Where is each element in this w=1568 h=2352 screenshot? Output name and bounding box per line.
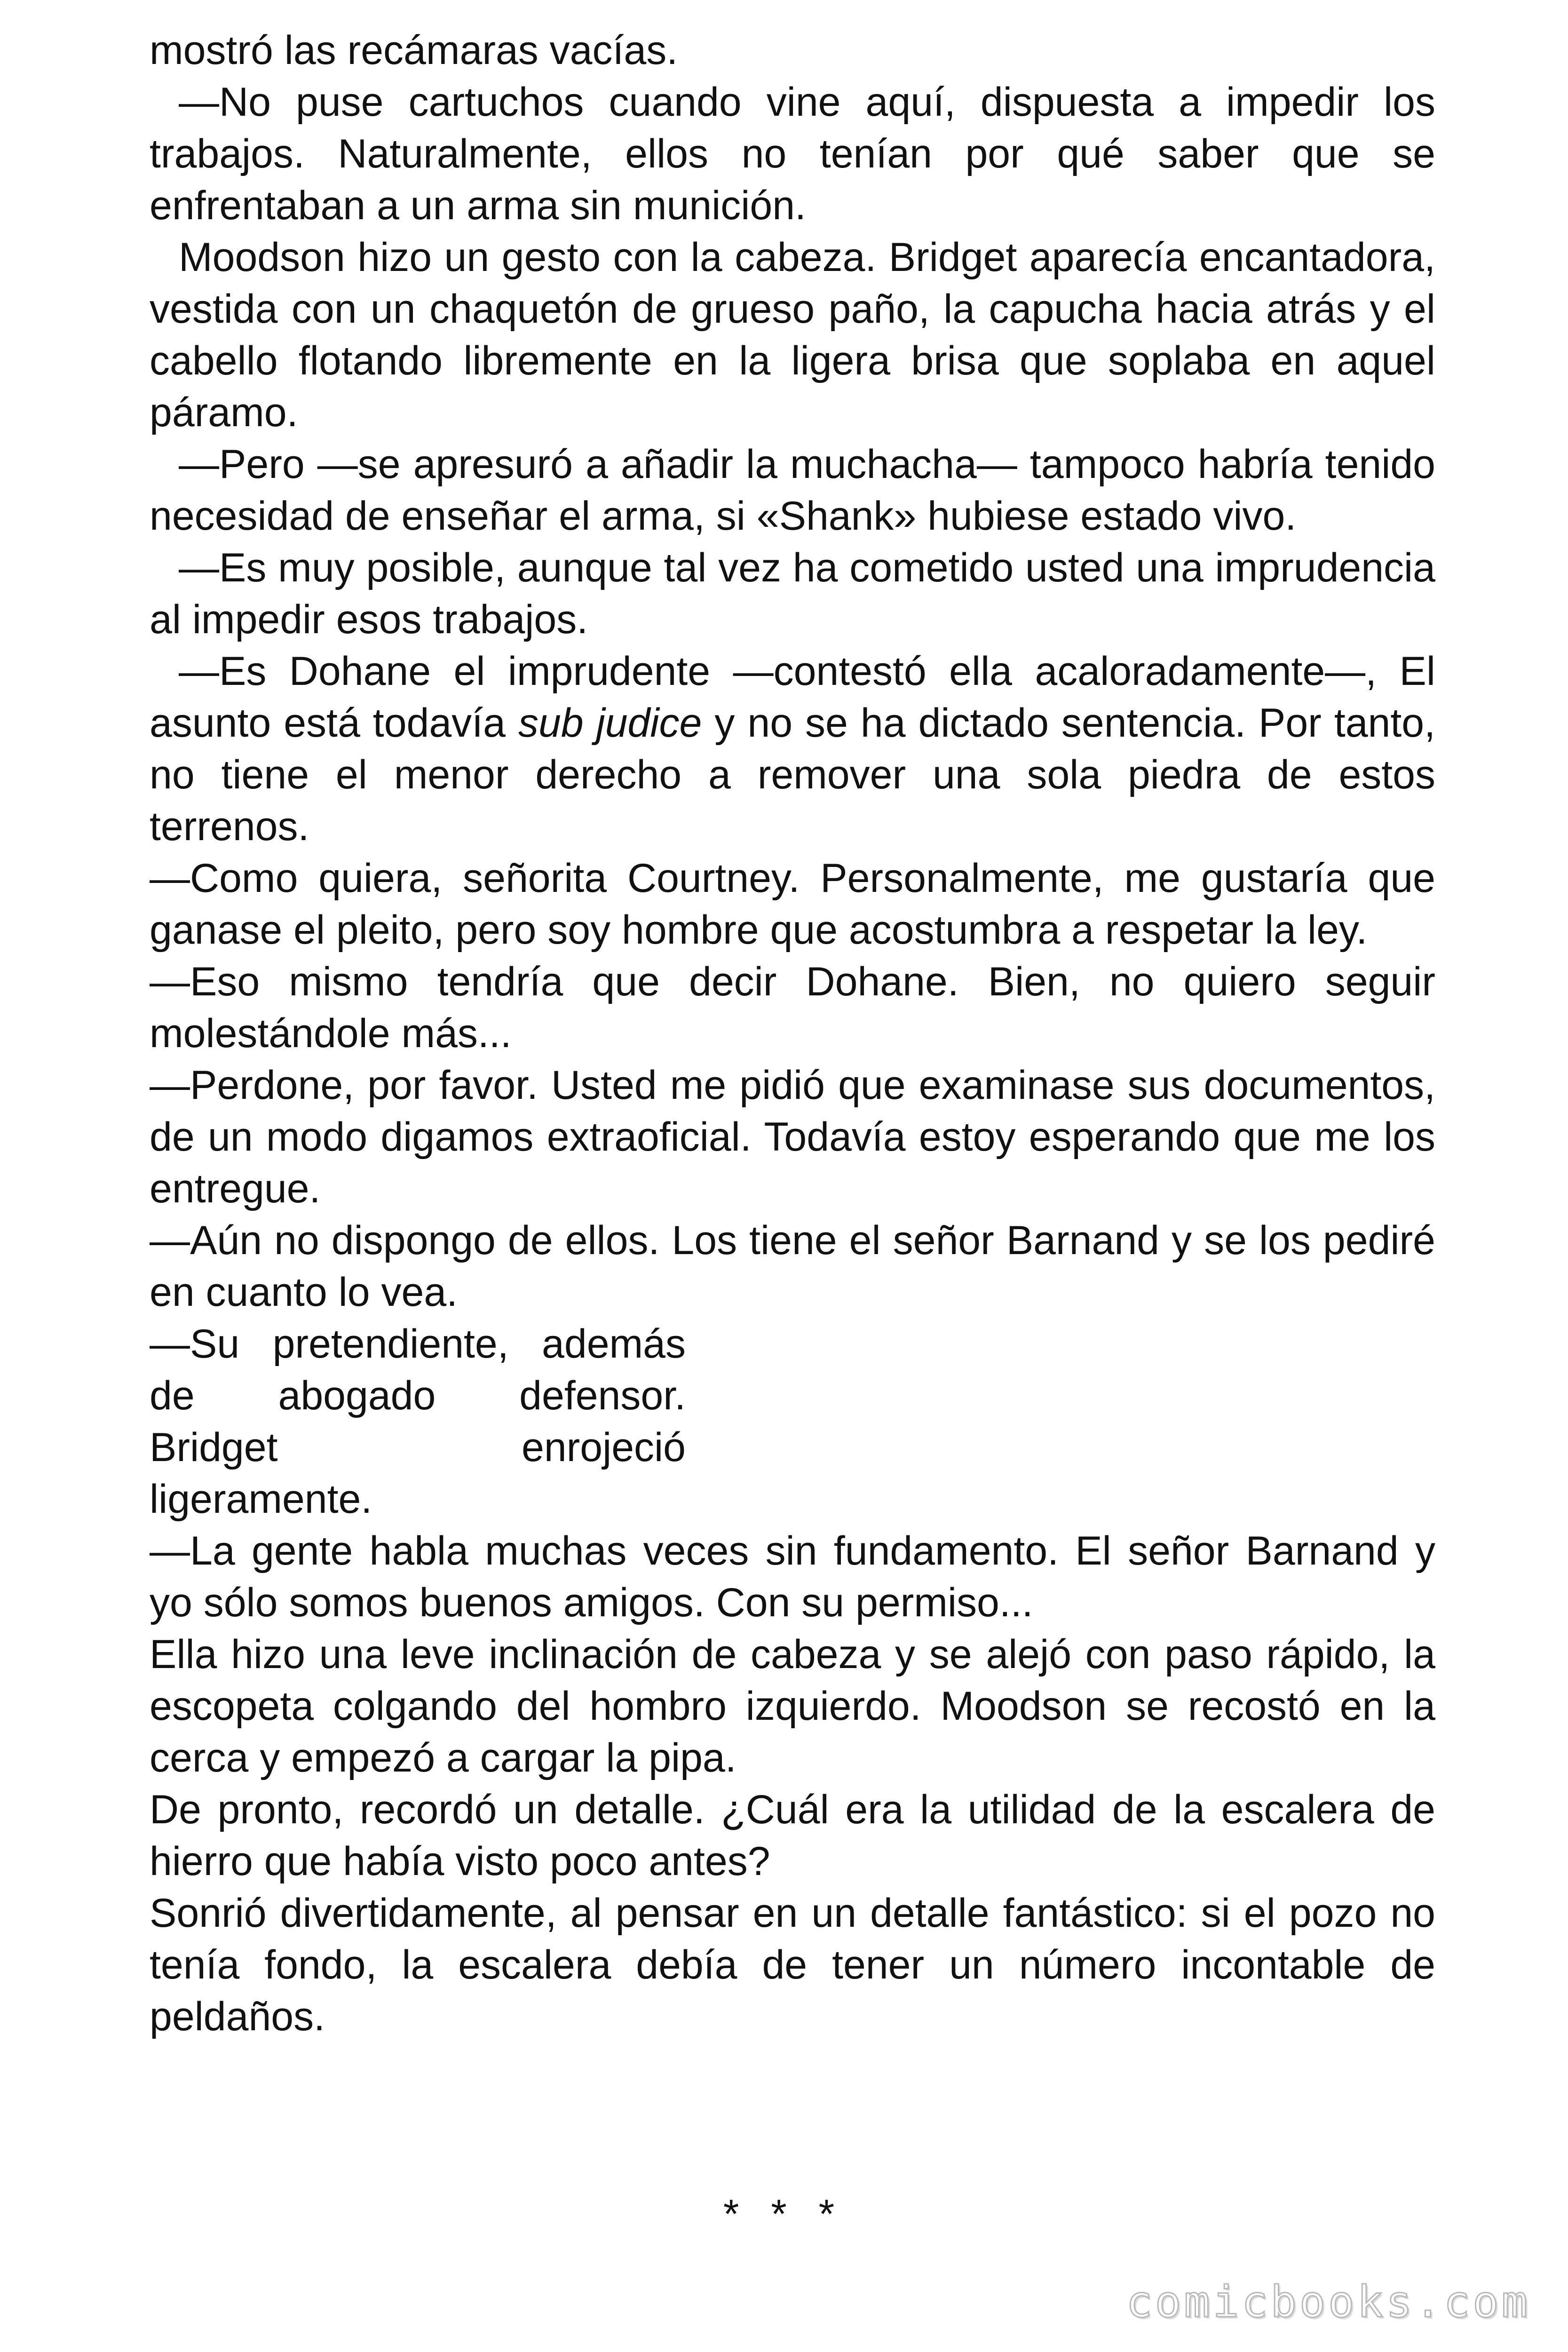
narrow-line-4: ligeramente.: [150, 1477, 372, 1522]
paragraph-9: —Perdone, por favor. Usted me pidió que examinase sus documentos, de un modo digamos extraoficial. Todavía estoy esperando que me los entregue.: [150, 1063, 1435, 1211]
paragraph-5: —Es muy posible, aunque tal vez ha cometido usted una imprudencia al impedir esos trabajos.: [150, 545, 1435, 642]
watermark: comicbooks.com: [1126, 2277, 1530, 2327]
paragraph-10: —Aún no dispongo de ellos. Los tiene el señor Barnand y se los pediré en cuanto lo vea.: [150, 1218, 1435, 1315]
paragraph-6-end: y no se ha dictado sentencia. Por tanto, no tiene el menor derecho a remover una sola piedra de estos terrenos.: [150, 700, 1435, 849]
paragraph-2: —No puse cartuchos cuando vine aquí, dispuesta a impedir los trabajos. Naturalmente, ellos no tenían por qué saber que se enfrentaban a un arma sin munición.: [150, 79, 1435, 228]
narrow-line-1: —Su pretendiente, además: [150, 1321, 686, 1367]
paragraph-6: [150, 645, 1435, 852]
page-body: [150, 24, 1435, 2042]
paragraph-13: De pronto, recordó un detalle. ¿Cuál era la utilidad de la escalera de hierro que había visto poco antes?: [150, 1787, 1435, 1884]
paragraph-6-start: —Es Dohane el imprudente —contestó ella acaloradamente—, El asunto está todavía: [150, 649, 1435, 746]
paragraph-1: mostró las recámaras vacías.: [150, 28, 678, 73]
paragraph-12: Ella hizo una leve inclinación de cabeza y se alejó con paso rápido, la escopeta colgando del hombro izquierdo. Moodson se recostó en la cerca y empezó a cargar la pipa.: [150, 1632, 1435, 1780]
paragraph-14: Sonrió divertidamente, al pensar en un detalle fantástico: si el pozo no tenía fondo, la escalera debía de tener un número incontable de peldaños.: [150, 1891, 1435, 2039]
paragraph-4: —Pero —se apresuró a añadir la muchacha— tampoco habría tenido necesidad de enseñar el arma, si «Shank» hubiese estado vivo.: [150, 442, 1435, 539]
section-separator: * * *: [723, 2192, 845, 2237]
narrow-line-3: Bridget enrojeció: [150, 1425, 686, 1470]
paragraph-7: —Como quiera, señorita Courtney. Personalmente, me gustaría que ganase el pleito, pero soy hombre que acostumbra a respetar la ley.: [150, 856, 1435, 953]
narrow-column-block: [150, 1318, 1435, 1525]
paragraph-3: Moodson hizo un gesto con la cabeza. Bridget aparecía encantadora, vestida con un chaquetón de grueso paño, la capucha hacia atrás y el cabello flotando libremente en la ligera brisa que soplaba en aquel páramo.: [150, 235, 1435, 435]
narrow-line-2: de abogado defensor.: [150, 1373, 686, 1418]
paragraph-11: —La gente habla muchas veces sin fundamento. El señor Barnand y yo sólo somos buenos amigos. Con su permiso...: [150, 1528, 1435, 1625]
paragraph-6-italic: sub judice: [518, 700, 702, 746]
paragraph-8: —Eso mismo tendría que decir Dohane. Bien, no quiero seguir molestándole más...: [150, 959, 1435, 1056]
